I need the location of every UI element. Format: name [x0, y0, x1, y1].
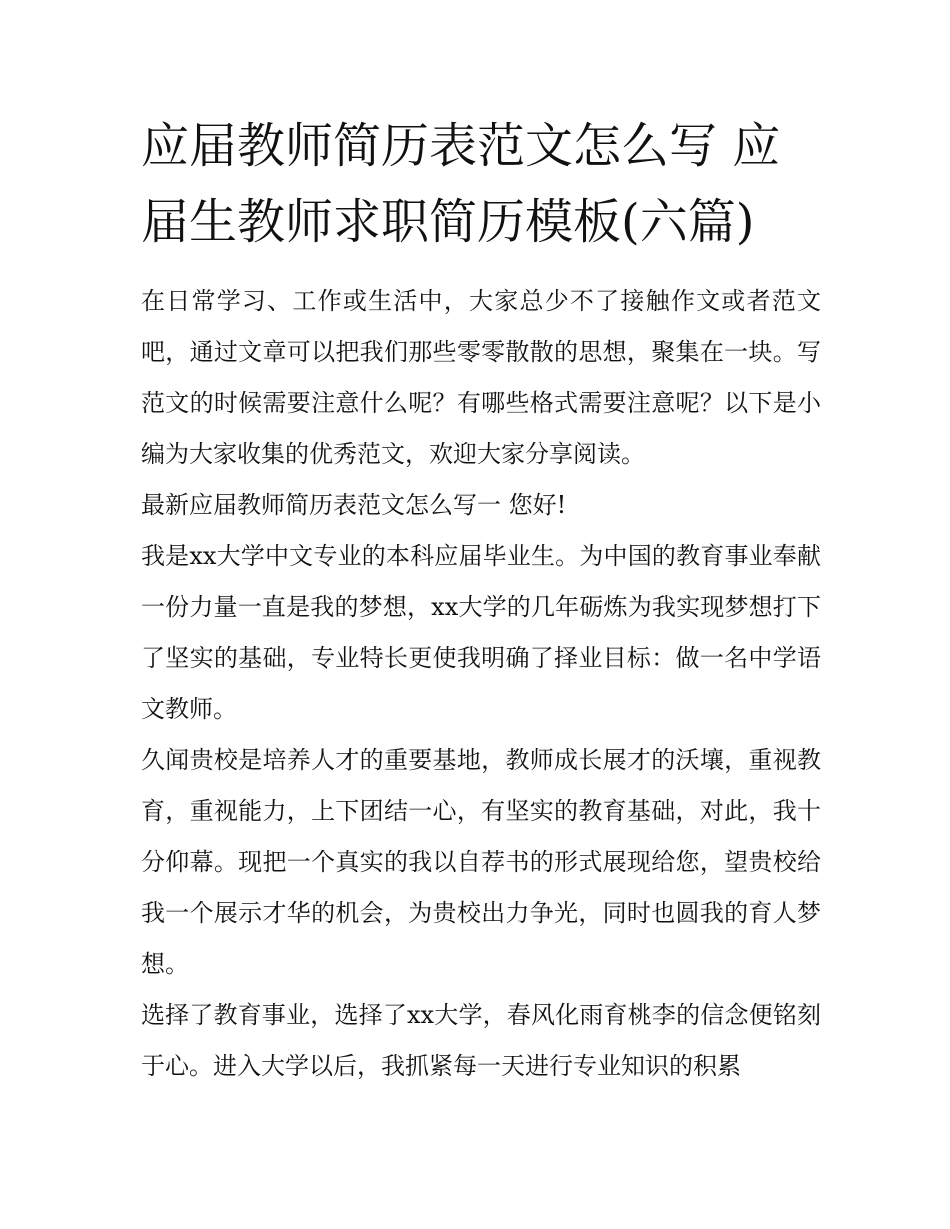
paragraph-self-introduction: 我是xx大学中文专业的本科应届毕业生。为中国的教育事业奉献一份力量一直是我的梦想，xx大学的几年砺炼为我实现梦想打下了坚实的基础，专业特长更使我明确了择业目标：做一名中学语文教师。	[141, 542, 821, 723]
paragraph-school-praise: 久闻贵校是培养人才的重要基地，教师成长展才的沃壤，重视教育，重视能力，上下团结一心，有坚实的教育基础，对此，我十分仰幕。现把一个真实的我以自荐书的形式展现给您，望贵校给我一个展示才华的机会，为贵校出力争光，同时也圆我的育人梦想。	[141, 746, 821, 978]
document-title: 应届教师简历表范文怎么写 应届生教师求职简历模板(六篇)	[141, 118, 781, 250]
paragraph-career-choice: 选择了教育事业，选择了xx大学，春风化雨育桃李的信念便铭刻于心。进入大学以后，我抓紧每一天进行专业知识的积累	[141, 1001, 821, 1080]
paragraph-intro: 在日常学习、工作或生活中，大家总少不了接触作文或者范文吧，通过文章可以把我们那些零零散散的思想，聚集在一块。写范文的时候需要注意什么呢？有哪些格式需要注意呢？以下是小编为大家收集的优秀范文，欢迎大家分享阅读。	[141, 287, 821, 468]
paragraph-section-heading: 最新应届教师简历表范文怎么写一 您好!	[141, 491, 567, 519]
document-body	[141, 108, 821, 1092]
